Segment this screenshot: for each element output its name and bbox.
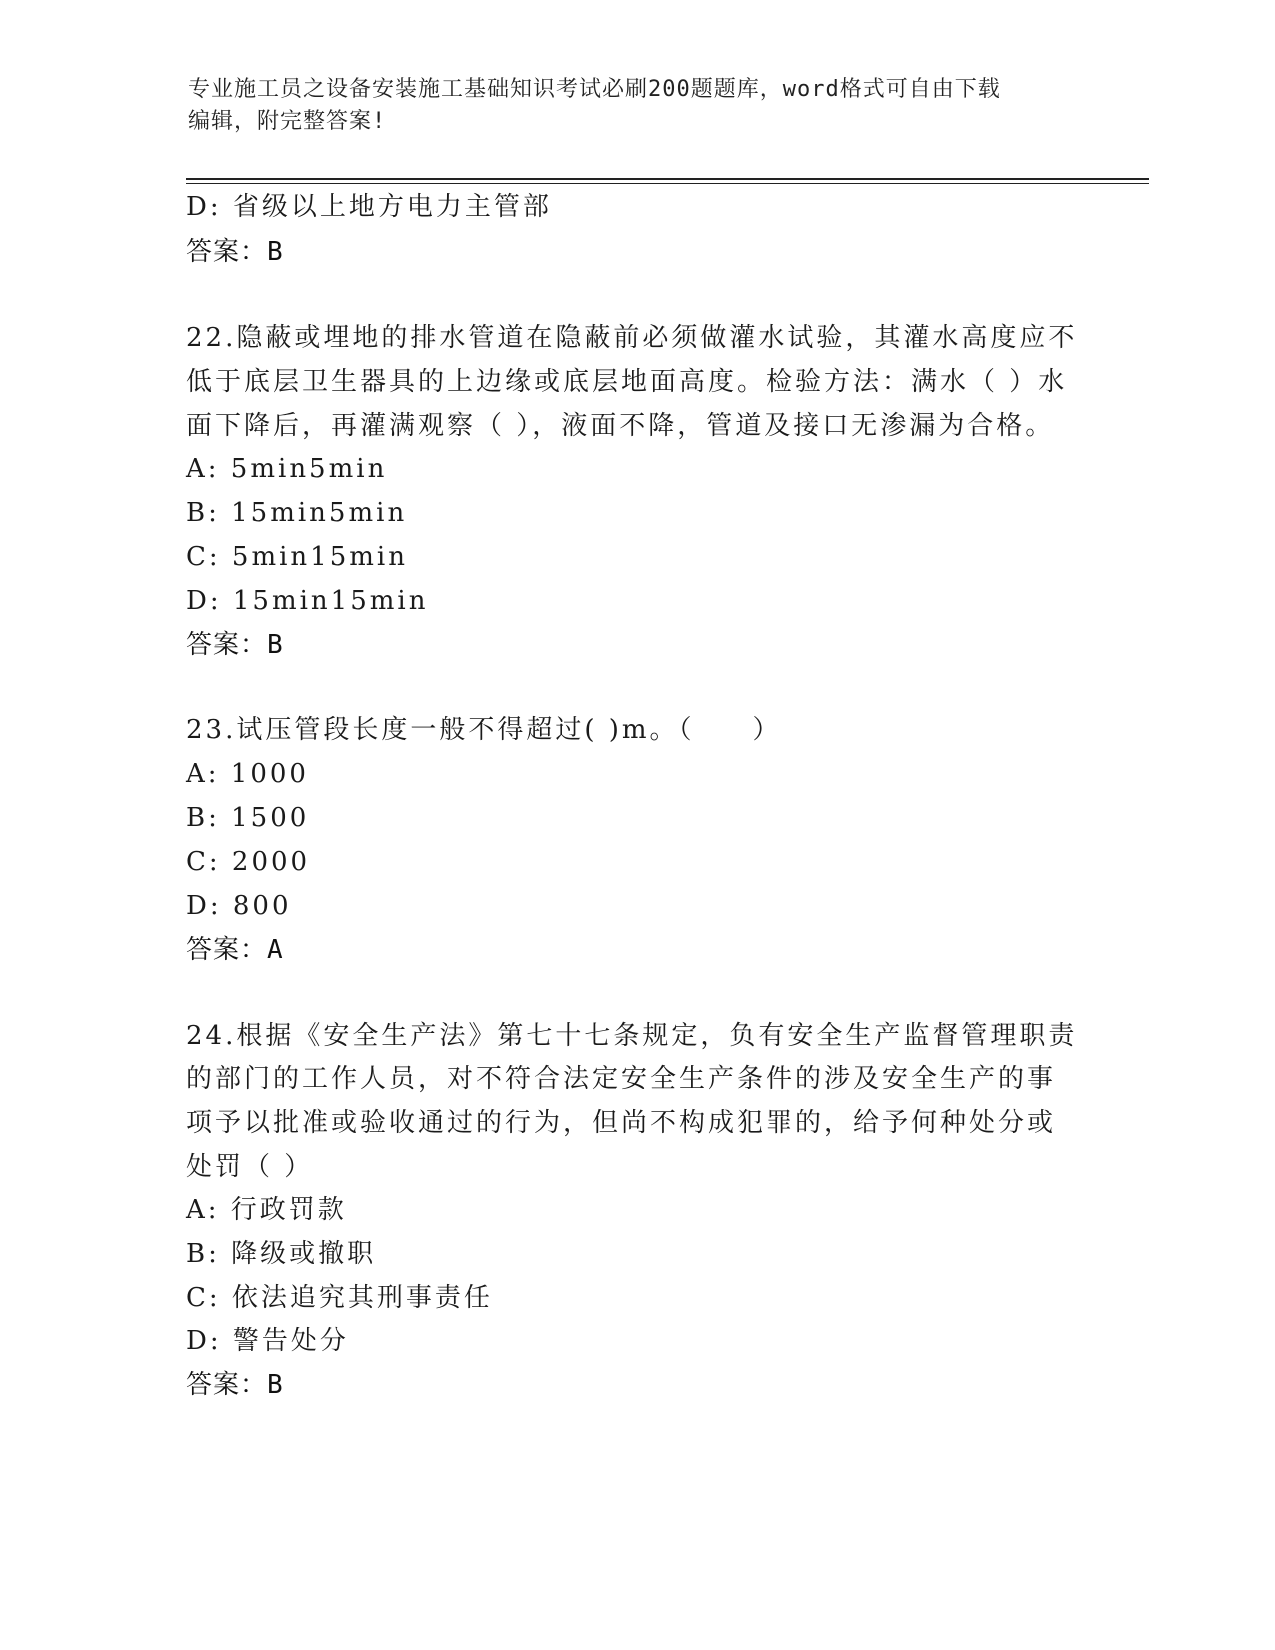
header-divider-thick <box>186 178 1149 180</box>
q22-stem-line-1: 22.隐蔽或埋地的排水管道在隐蔽前必须做灌水试验，其灌水高度应不 <box>186 323 1078 353</box>
q23-option-d: D: 800 <box>186 891 292 921</box>
q24-stem-line-4: 处罚（ ） <box>186 1152 314 1182</box>
q24-stem-line-1: 24.根据《安全生产法》第七十七条规定，负有安全生产监督管理职责 <box>186 1021 1078 1051</box>
q24-stem-line-3: 项予以批准或验收通过的行为，但尚不构成犯罪的，给予何种处分或 <box>186 1108 1057 1138</box>
q24-option-d: D: 警告处分 <box>186 1326 349 1356</box>
q23-option-b: B: 1500 <box>186 803 310 833</box>
header-line-1: 专业施工员之设备安装施工基础知识考试必刷200题题库，word格式可自由下载 <box>188 77 1001 102</box>
q24-answer: 答案：B <box>186 1370 284 1400</box>
q23-stem-line-1: 23.试压管段长度一般不得超过( )m。（ ） <box>186 715 782 745</box>
q22-stem-line-2: 低于底层卫生器具的上边缘或底层地面高度。检验方法：满水（ ）水 <box>186 367 1068 397</box>
q23-option-a: A: 1000 <box>186 759 309 789</box>
q22-option-d: D: 15min15min <box>186 586 429 616</box>
q22-option-c: C: 5min15min <box>186 542 408 572</box>
q23-option-c: C: 2000 <box>186 847 311 877</box>
q24-option-a: A: 行政罚款 <box>186 1195 347 1225</box>
prev-question-option-d: D: 省级以上地方电力主管部 <box>186 192 552 222</box>
q23-answer: 答案：A <box>186 935 284 965</box>
q22-option-b: B: 15min5min <box>186 498 408 528</box>
q24-option-b: B: 降级或撤职 <box>186 1239 377 1269</box>
q24-stem-line-2: 的部门的工作人员，对不符合法定安全生产条件的涉及安全生产的事 <box>186 1064 1057 1094</box>
q24-option-c: C: 依法追究其刑事责任 <box>186 1283 493 1313</box>
header-line-2: 编辑，附完整答案! <box>188 109 387 134</box>
header-divider-thin <box>186 183 1149 184</box>
q22-option-a: A: 5min5min <box>186 454 388 484</box>
q22-stem-line-3: 面下降后，再灌满观察（ ），液面不降，管道及接口无渗漏为合格。 <box>186 411 1055 441</box>
q22-answer: 答案：B <box>186 630 284 660</box>
prev-question-answer: 答案：B <box>186 237 284 267</box>
document-header <box>188 74 1068 138</box>
